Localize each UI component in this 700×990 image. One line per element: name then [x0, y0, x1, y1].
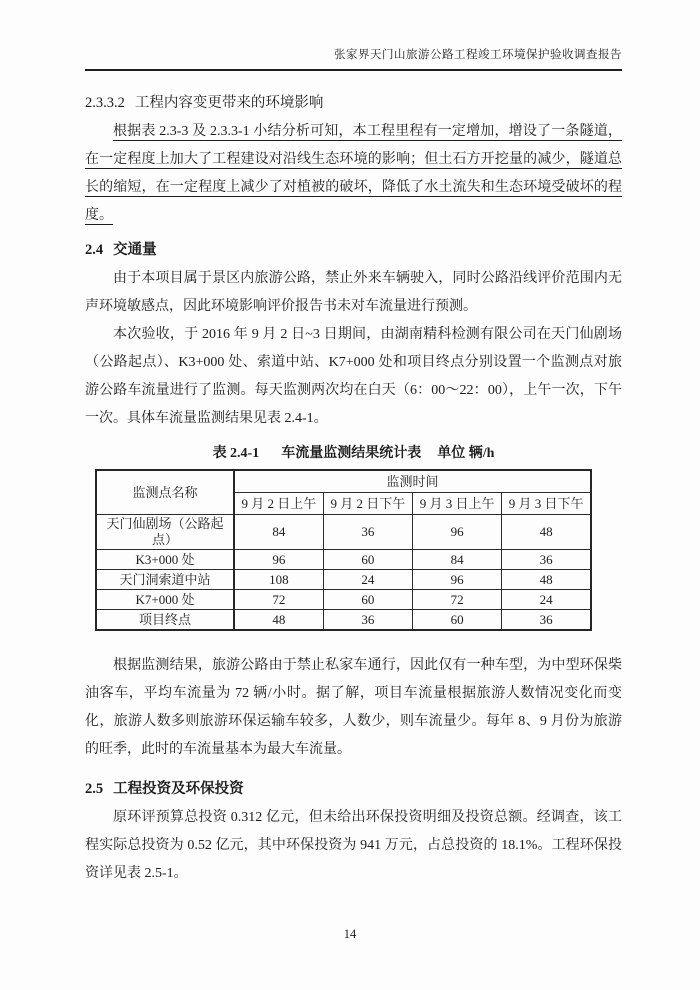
traffic-value: 24 — [502, 590, 591, 610]
traffic-value: 72 — [413, 590, 502, 610]
table-row — [96, 590, 591, 610]
column-header-time: 9 月 3 日下午 — [502, 493, 591, 515]
traffic-value: 24 — [323, 570, 412, 590]
traffic-volume-table — [95, 469, 592, 631]
paragraph-traffic-intro: 由于本项目属于景区内旅游公路，禁止外来车辆驶入，同时公路沿线评价范围内无声环境敏感点，因此环境影响评价报告书未对车流量进行预测。 — [85, 271, 622, 314]
paragraph-monitoring-setup: 本次验收，于 2016 年 9 月 2 日~3 日期间，由湖南精科检测有限公司在天门仙剧场（公路起点）、K3+000 处、索道中站、K7+000 处和项目终点分别设置一个监测点对旅游公路车流量进行了监测。每天监测两次均在白天（6：00～22：00），上午一次，下午一次。具体车流量监测结果见表 2.4-1。 — [85, 327, 622, 426]
monitor-point-name: K7+000 处 — [96, 590, 234, 610]
table-header-row — [96, 470, 591, 493]
traffic-value: 60 — [323, 550, 412, 570]
section-title: 交通量 — [113, 242, 157, 258]
traffic-value: 96 — [234, 550, 323, 570]
traffic-value: 84 — [234, 515, 323, 550]
table-row — [96, 610, 591, 631]
section-title: 工程内容变更带来的环境影响 — [134, 95, 324, 111]
traffic-value: 96 — [413, 515, 502, 550]
section-title: 工程投资及环保投资 — [113, 781, 244, 797]
traffic-value: 84 — [413, 550, 502, 570]
section-number: 2.4 — [85, 242, 104, 258]
table-caption-title: 车流量监测结果统计表 — [281, 446, 422, 461]
traffic-value: 48 — [502, 570, 591, 590]
section-heading-2-5 — [85, 777, 622, 798]
section-heading-2-4 — [85, 238, 622, 259]
traffic-value: 60 — [323, 590, 412, 610]
monitor-point-name: 项目终点 — [96, 610, 234, 631]
paragraph-monitoring-result: 根据监测结果，旅游公路由于禁止私家车通行，因此仅有一种车型，为中型环保柴油客车，平均车流量为 72 辆/小时。据了解，项目车流量根据旅游人数情况变化而变化，旅游人数多则旅游环保运输车较多，人数少，则车流量少。每年 8、9 月份为旅游的旺季，此时的车流量基本为最大车流量。 — [85, 658, 622, 757]
section-number: 2.5 — [85, 781, 104, 797]
table-row — [96, 550, 591, 570]
section-heading-2-3-3-2 — [85, 91, 622, 112]
table-caption-unit: 单位 辆/h — [437, 446, 495, 461]
traffic-value: 96 — [413, 570, 502, 590]
traffic-value: 36 — [323, 515, 412, 550]
column-header-point: 监测点名称 — [96, 470, 234, 515]
column-header-time: 9 月 3 日上午 — [413, 493, 502, 515]
traffic-value: 36 — [502, 610, 591, 631]
table-row — [96, 570, 591, 590]
section-number: 2.3.3.2 — [85, 95, 125, 111]
traffic-value: 72 — [234, 590, 323, 610]
traffic-value: 48 — [234, 610, 323, 631]
page-number: 14 — [343, 927, 357, 941]
traffic-value: 60 — [413, 610, 502, 631]
table-caption — [85, 442, 622, 462]
table-caption-label: 表 2.4-1 — [212, 446, 260, 461]
paragraph-investment: 原环评预算总投资 0.312 亿元，但未给出环保投资明细及投资总额。经调查，该工程实际总投资为 0.52 亿元，其中环保投资为 941 万元，占总投资的 18.1%。工程环保投资详见表 2.5-1。 — [85, 810, 622, 881]
traffic-value: 36 — [502, 550, 591, 570]
column-header-time: 9 月 2 日下午 — [323, 493, 412, 515]
traffic-value: 108 — [234, 570, 323, 590]
paragraph-change-impact: 根据表 2.3-3 及 2.3.3-1 小结分析可知，本工程里程有一定增加，增设了一条隧道，在一定程度上加大了工程建设对沿线生态环境的影响；但土石方开挖量的减少，隧道总长的缩短，在一定程度上减少了对植被的破坏，降低了水土流失和生态环境受破坏的程度。 — [85, 124, 622, 223]
traffic-value: 36 — [323, 610, 412, 631]
column-header-time: 9 月 2 日上午 — [234, 493, 323, 515]
traffic-value: 48 — [502, 515, 591, 550]
column-header-time-group: 监测时间 — [234, 470, 591, 493]
table-row — [96, 515, 591, 550]
monitor-point-name: 天门仙剧场（公路起点） — [96, 515, 234, 550]
monitor-point-name: 天门洞索道中站 — [96, 570, 234, 590]
running-header: 张家界天门山旅游公路工程竣工环境保护验收调查报告 — [85, 46, 622, 71]
monitor-point-name: K3+000 处 — [96, 550, 234, 570]
